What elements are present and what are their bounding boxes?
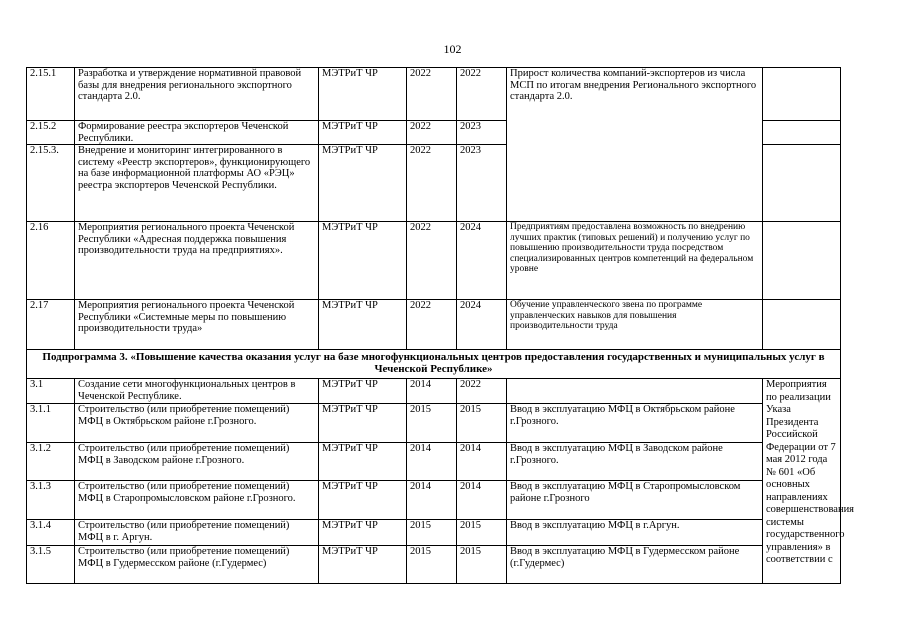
executor: МЭТРиТ ЧР bbox=[319, 300, 407, 350]
measure-name: Строительство (или приобретение помещений) МФЦ в г. Аргун. bbox=[75, 520, 319, 546]
table-row bbox=[27, 481, 841, 520]
row-number: 3.1.4 bbox=[27, 520, 75, 546]
expected-result: Ввод в эксплуатацию МФЦ в Гудермесском районе (г.Гудермес) bbox=[507, 546, 763, 584]
measure-name: Внедрение и мониторинг интегрированного в систему «Реестр экспортеров», функционирующего на базе информационной платформы АО «РЭЦ» реестра экспортеров Чеченской Республики. bbox=[75, 145, 319, 222]
table-row bbox=[27, 379, 841, 404]
table-row bbox=[27, 546, 841, 584]
table-row bbox=[27, 404, 841, 443]
executor: МЭТРиТ ЧР bbox=[319, 68, 407, 121]
measure-name: Мероприятия регионального проекта Чеченской Республики «Системные меры по повышению производительности труда» bbox=[75, 300, 319, 350]
end-year: 2024 bbox=[457, 222, 507, 300]
executor: МЭТРиТ ЧР bbox=[319, 404, 407, 443]
start-year: 2014 bbox=[407, 379, 457, 404]
start-year: 2022 bbox=[407, 222, 457, 300]
measure-name: Разработка и утверждение нормативной правовой базы для внедрения регионального экспортного стандарта 2.0. bbox=[75, 68, 319, 121]
measures-table bbox=[26, 67, 855, 584]
expected-result: Ввод в эксплуатацию МФЦ в Октябрьском районе г.Грозного. bbox=[507, 404, 763, 443]
page-number: 102 bbox=[443, 42, 462, 56]
measure-name: Создание сети многофункциональных центров в Чеченской Республике. bbox=[75, 379, 319, 404]
table-row bbox=[27, 222, 841, 300]
expected-result: Прирост количества компаний-экспортеров из числа МСП по итогам внедрения Регионального экспортного стандарта 2.0. bbox=[507, 68, 763, 222]
expected-result bbox=[507, 379, 763, 404]
legal-basis: Мероприятия по реализации Указа Президента Российской Федерации от 7 мая 2012 года № 601 «Об основных направлениях совершенствования системы государственного управления» в соответствии с bbox=[763, 379, 841, 584]
basis-cell bbox=[763, 300, 841, 350]
row-number: 2.15.1 bbox=[27, 68, 75, 121]
row-number: 2.15.3. bbox=[27, 145, 75, 222]
basis-cell bbox=[763, 121, 841, 145]
row-number: 2.16 bbox=[27, 222, 75, 300]
row-number: 3.1.1 bbox=[27, 404, 75, 443]
table-row bbox=[27, 68, 841, 121]
start-year: 2022 bbox=[407, 145, 457, 222]
start-year: 2015 bbox=[407, 404, 457, 443]
expected-result: Ввод в эксплуатацию МФЦ в Старопромысловском районе г.Грозного bbox=[507, 481, 763, 520]
start-year: 2022 bbox=[407, 300, 457, 350]
measure-name: Строительство (или приобретение помещений) МФЦ в Старопромысловском районе г.Грозного. bbox=[75, 481, 319, 520]
executor: МЭТРиТ ЧР bbox=[319, 222, 407, 300]
end-year: 2023 bbox=[457, 145, 507, 222]
start-year: 2015 bbox=[407, 546, 457, 584]
end-year: 2015 bbox=[457, 520, 507, 546]
table-row bbox=[27, 520, 841, 546]
measure-name: Строительство (или приобретение помещений) МФЦ в Заводском районе г.Грозного. bbox=[75, 443, 319, 481]
executor: МЭТРиТ ЧР bbox=[319, 145, 407, 222]
table-row bbox=[27, 443, 841, 481]
table-row bbox=[27, 300, 841, 350]
executor: МЭТРиТ ЧР bbox=[319, 546, 407, 584]
row-number: 2.15.2 bbox=[27, 121, 75, 145]
end-year: 2024 bbox=[457, 300, 507, 350]
end-year: 2015 bbox=[457, 546, 507, 584]
measure-name: Формирование реестра экспортеров Чеченской Республики. bbox=[75, 121, 319, 145]
row-number: 3.1 bbox=[27, 379, 75, 404]
basis-cell bbox=[763, 68, 841, 121]
basis-cell bbox=[763, 145, 841, 222]
end-year: 2022 bbox=[457, 68, 507, 121]
start-year: 2022 bbox=[407, 121, 457, 145]
measure-name: Строительство (или приобретение помещений) МФЦ в Гудермесском районе (г.Гудермес) bbox=[75, 546, 319, 584]
start-year: 2022 bbox=[407, 68, 457, 121]
row-number: 3.1.3 bbox=[27, 481, 75, 520]
end-year: 2022 bbox=[457, 379, 507, 404]
executor: МЭТРиТ ЧР bbox=[319, 121, 407, 145]
expected-result: Обучение управленческого звена по программе управленческих навыков для повышения производительности труда bbox=[507, 300, 763, 350]
end-year: 2014 bbox=[457, 443, 507, 481]
row-number: 3.1.5 bbox=[27, 546, 75, 584]
end-year: 2023 bbox=[457, 121, 507, 145]
executor: МЭТРиТ ЧР bbox=[319, 481, 407, 520]
row-number: 2.17 bbox=[27, 300, 75, 350]
subprogram-row bbox=[27, 350, 841, 379]
executor: МЭТРиТ ЧР bbox=[319, 443, 407, 481]
row-number: 3.1.2 bbox=[27, 443, 75, 481]
measure-name: Мероприятия регионального проекта Чеченской Республики «Адресная поддержка повышения производительности труда на предприятиях». bbox=[75, 222, 319, 300]
executor: МЭТРиТ ЧР bbox=[319, 379, 407, 404]
end-year: 2014 bbox=[457, 481, 507, 520]
start-year: 2014 bbox=[407, 443, 457, 481]
start-year: 2015 bbox=[407, 520, 457, 546]
start-year: 2014 bbox=[407, 481, 457, 520]
expected-result: Ввод в эксплуатацию МФЦ в г.Аргун. bbox=[507, 520, 763, 546]
end-year: 2015 bbox=[457, 404, 507, 443]
subprogram-title: Подпрограмма 3. «Повышение качества оказания услуг на базе многофункциональных центров предоставления государственных и муниципальных услуг в Чеченской Республике» bbox=[27, 350, 841, 379]
executor: МЭТРиТ ЧР bbox=[319, 520, 407, 546]
expected-result: Предприятиям предоставлена возможность по внедрению лучших практик (типовых решений) и получению услуг по повышению производительности труда посредством специализированных центров компетенций на федеральном уровне bbox=[507, 222, 763, 300]
measure-name: Строительство (или приобретение помещений) МФЦ в Октябрьском районе г.Грозного. bbox=[75, 404, 319, 443]
basis-cell bbox=[763, 222, 841, 300]
expected-result: Ввод в эксплуатацию МФЦ в Заводском районе г.Грозного. bbox=[507, 443, 763, 481]
